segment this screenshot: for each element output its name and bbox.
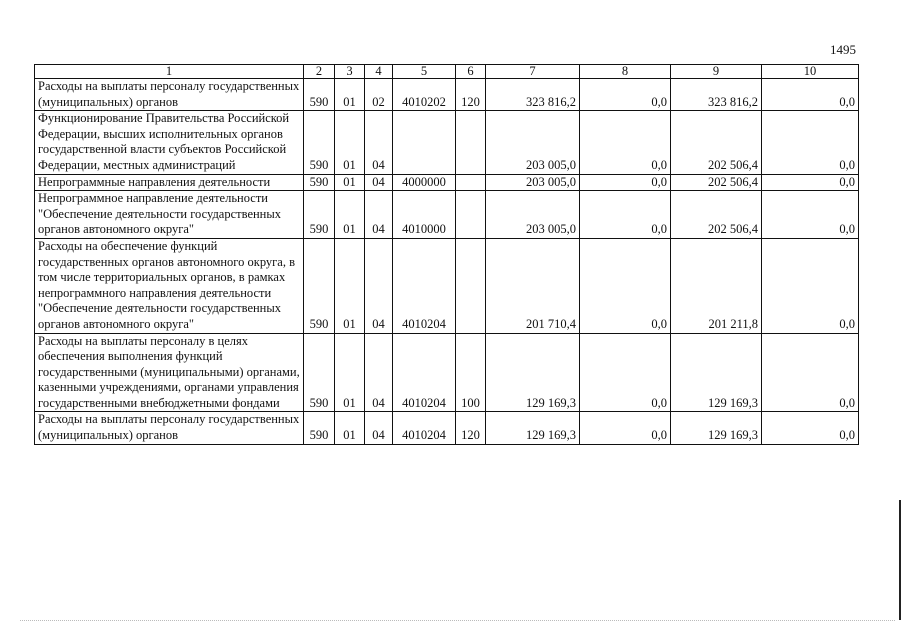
cell-code-3: 01: [335, 238, 365, 333]
column-header: 7: [486, 65, 580, 79]
cell-code-2: 590: [304, 333, 335, 412]
cell-value-9: 202 506,4: [671, 111, 762, 174]
cell-value-8: 0,0: [580, 333, 671, 412]
cell-value-7: 203 005,0: [486, 191, 580, 239]
column-header: 3: [335, 65, 365, 79]
page-number: 1495: [830, 42, 856, 57]
cell-code-5: 4010202: [393, 79, 456, 111]
cell-code-6: [456, 238, 486, 333]
cell-value-8: 0,0: [580, 111, 671, 174]
cell-value-9: 129 169,3: [671, 333, 762, 412]
cell-value-10: 0,0: [762, 191, 859, 239]
cell-value-10: 0,0: [762, 333, 859, 412]
table-row: [35, 333, 859, 412]
cell-value-10: 0,0: [762, 79, 859, 111]
cell-value-9: 201 211,8: [671, 238, 762, 333]
cell-code-3: 01: [335, 191, 365, 239]
cell-value-10: 0,0: [762, 412, 859, 444]
cell-value-10: 0,0: [762, 238, 859, 333]
cell-value-7: 203 005,0: [486, 111, 580, 174]
cell-code-4: 04: [365, 412, 393, 444]
cell-code-5: 4010204: [393, 238, 456, 333]
cell-value-9: 202 506,4: [671, 174, 762, 191]
cell-code-2: 590: [304, 191, 335, 239]
table-row: [35, 191, 859, 239]
cell-code-4: 04: [365, 174, 393, 191]
cell-code-4: 04: [365, 238, 393, 333]
cell-code-6: 120: [456, 412, 486, 444]
cell-value-7: 323 816,2: [486, 79, 580, 111]
table-row: [35, 111, 859, 174]
cell-value-8: 0,0: [580, 79, 671, 111]
cell-code-3: 01: [335, 111, 365, 174]
row-name: Расходы на выплаты персоналу государственных (муниципальных) органов: [35, 79, 304, 111]
cell-code-5: [393, 111, 456, 174]
cell-code-3: 01: [335, 79, 365, 111]
column-header: 9: [671, 65, 762, 79]
cell-value-8: 0,0: [580, 238, 671, 333]
scan-noise-line: [20, 620, 895, 621]
cell-code-4: 04: [365, 111, 393, 174]
row-name: Функционирование Правительства Российской Федерации, высших исполнительных органов государственной власти субъектов Российской Федерации, местных администраций: [35, 111, 304, 174]
cell-value-10: 0,0: [762, 111, 859, 174]
cell-code-4: 04: [365, 333, 393, 412]
table-row: [35, 238, 859, 333]
cell-value-9: 129 169,3: [671, 412, 762, 444]
cell-code-2: 590: [304, 174, 335, 191]
cell-code-2: 590: [304, 79, 335, 111]
row-name: Непрограммные направления деятельности: [35, 174, 304, 191]
cell-value-7: 203 005,0: [486, 174, 580, 191]
table-row: [35, 79, 859, 111]
row-name: Расходы на выплаты персоналу государственных (муниципальных) органов: [35, 412, 304, 444]
cell-code-3: 01: [335, 174, 365, 191]
cell-code-6: [456, 191, 486, 239]
cell-code-6: 120: [456, 79, 486, 111]
row-name: Расходы на обеспечение функций государственных органов автономного округа, в том числе территориальных органов, в рамках непрограммного направления деятельности "Обеспечение деятельности государственных органов автономного округа": [35, 238, 304, 333]
cell-value-10: 0,0: [762, 174, 859, 191]
table-row: [35, 174, 859, 191]
cell-code-6: [456, 174, 486, 191]
scan-edge-line: [899, 500, 901, 620]
table-row: [35, 412, 859, 444]
cell-value-7: 129 169,3: [486, 412, 580, 444]
cell-code-3: 01: [335, 333, 365, 412]
column-header: 2: [304, 65, 335, 79]
cell-code-5: 4010000: [393, 191, 456, 239]
column-header: 6: [456, 65, 486, 79]
column-header: 5: [393, 65, 456, 79]
cell-code-4: 04: [365, 191, 393, 239]
cell-code-6: [456, 111, 486, 174]
cell-value-8: 0,0: [580, 412, 671, 444]
column-header: 8: [580, 65, 671, 79]
cell-code-5: 4000000: [393, 174, 456, 191]
cell-code-6: 100: [456, 333, 486, 412]
cell-code-5: 4010204: [393, 412, 456, 444]
cell-value-9: 202 506,4: [671, 191, 762, 239]
header-row: [35, 65, 859, 79]
row-name: Непрограммное направление деятельности "Обеспечение деятельности государственных органов автономного округа": [35, 191, 304, 239]
column-header: 1: [35, 65, 304, 79]
cell-code-2: 590: [304, 238, 335, 333]
column-header: 4: [365, 65, 393, 79]
cell-code-2: 590: [304, 412, 335, 444]
cell-code-4: 02: [365, 79, 393, 111]
cell-value-9: 323 816,2: [671, 79, 762, 111]
cell-code-5: 4010204: [393, 333, 456, 412]
cell-code-3: 01: [335, 412, 365, 444]
column-header: 10: [762, 65, 859, 79]
cell-value-7: 129 169,3: [486, 333, 580, 412]
row-name: Расходы на выплаты персоналу в целях обеспечения выполнения функций государственными (муниципальными) органами, казенными учреждениями, органами управления государственными внебюджетными фондами: [35, 333, 304, 412]
cell-value-8: 0,0: [580, 174, 671, 191]
cell-value-7: 201 710,4: [486, 238, 580, 333]
cell-value-8: 0,0: [580, 191, 671, 239]
budget-table: [34, 64, 859, 445]
cell-code-2: 590: [304, 111, 335, 174]
